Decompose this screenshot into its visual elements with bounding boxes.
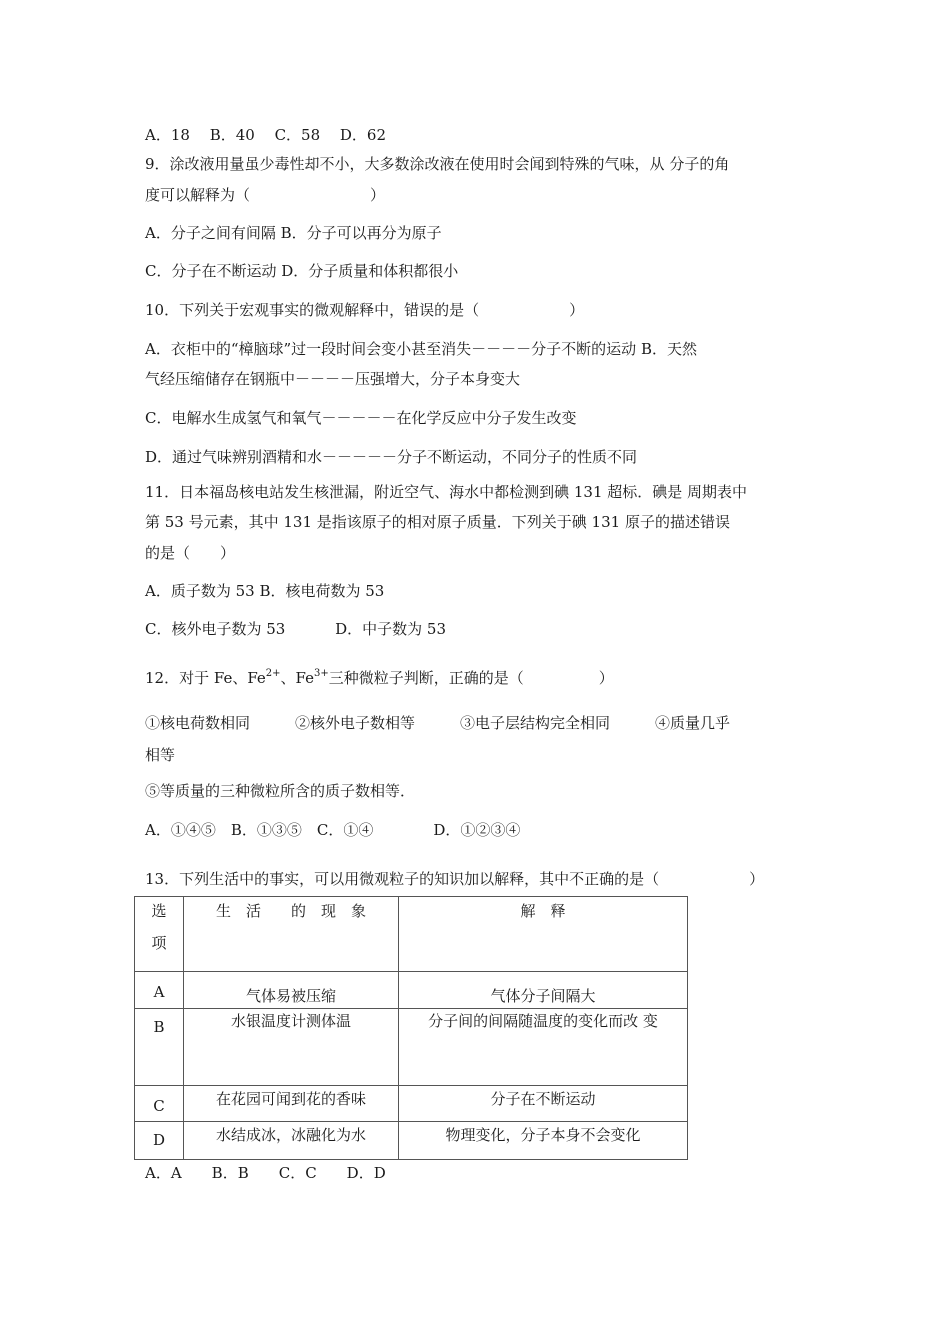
q13-table (134, 896, 688, 1160)
line-q11-options-ab: A．质子数为 53 B．核电荷数为 53 (145, 582, 385, 600)
line-q9-stem-1: 9．涂改液用量虽少毒性却不小，大多数涂改液在使用时会闻到特殊的气味，从 分子的角 (145, 155, 730, 173)
row-d-explanation: 物理变化，分子本身不会变化 (399, 1122, 688, 1160)
row-d-option: D (135, 1122, 184, 1160)
row-a-explanation: 气体分子间隔大 (399, 972, 688, 1009)
q12-prefix: 12．对于 Fe、Fe (145, 669, 266, 687)
q12-charge-3: 3+ (314, 668, 329, 679)
row-a-option: A (135, 972, 184, 1009)
header-phenomenon: 生 活 的 现 象 (184, 897, 399, 972)
line-q13-options: A．A B．B C．C D．D (145, 1164, 386, 1182)
line-q9-options-cd: C．分子在不断运动 D．分子质量和体积都很小 (145, 262, 459, 280)
q12-charge-2: 2+ (265, 668, 281, 679)
row-d-phenomenon: 水结成冰，冰融化为水 (184, 1122, 399, 1160)
line-q10-option-c: C．电解水生成氢气和氧气－－－－－在化学反应中分子发生改变 (145, 409, 577, 427)
line-q12-statements: ①核电荷数相同 ②核外电子数相等 ③电子层结构完全相同 ④质量几乎 (145, 714, 731, 732)
q12-suffix: 三种微粒子判断，正确的是（ ） (328, 669, 614, 687)
line-q11-options-cd: C．核外电子数为 53 D．中子数为 53 (145, 620, 446, 638)
line-q10-option-d: D．通过气味辨别酒精和水－－－－－分子不断运动，不同分子的性质不同 (145, 448, 638, 466)
row-b-option: B (135, 1009, 184, 1086)
line-q12-statements-cont: 相等 (145, 746, 176, 764)
line-q11-stem-1: 11．日本福岛核电站发生核泄漏，附近空气、海水中都检测到碘 131 超标．碘是 周期表中 (145, 483, 748, 501)
row-a-phenomenon: 气体易被压缩 (184, 972, 399, 1009)
table-row (135, 1009, 688, 1086)
line-q12-stem (145, 668, 614, 688)
table-row (135, 1086, 688, 1122)
line-q10-option-a: A．衣柜中的“樟脑球”过一段时间会变小甚至消失－－－－分子不断的运动 B．天然 (145, 340, 697, 358)
header-option: 选 项 (135, 897, 184, 972)
line-q13-stem: 13．下列生活中的事实，可以用微观粒子的知识加以解释，其中不正确的是（ ） (145, 870, 765, 888)
header-explanation: 解 释 (399, 897, 688, 972)
row-c-phenomenon: 在花园可闻到花的香味 (184, 1086, 399, 1122)
row-b-phenomenon: 水银温度计测体温 (184, 1009, 399, 1086)
line-q8-options: A．18 B．40 C．58 D．62 (145, 126, 387, 144)
line-q10-option-b: 气经压缩储存在钢瓶中－－－－压强增大，分子本身变大 (145, 370, 521, 388)
table-row (135, 972, 688, 1009)
line-q11-stem-3: 的是（ ） (145, 544, 236, 562)
line-q10-stem: 10．下列关于宏观事实的微观解释中，错误的是（ ） (145, 301, 585, 319)
line-q9-stem-2: 度可以解释为（ ） (145, 186, 386, 204)
row-c-explanation: 分子在不断运动 (399, 1086, 688, 1122)
line-q12-options: A．①④⑤ B．①③⑤ C．①④ D．①②③④ (145, 821, 521, 839)
table-row (135, 1122, 688, 1160)
row-c-option: C (135, 1086, 184, 1122)
row-b-explanation: 分子间的间隔随温度的变化而改 变 (399, 1009, 688, 1086)
line-q11-stem-2: 第 53 号元素，其中 131 是指该原子的相对原子质量．下列关于碘 131 原子的描述错误 (145, 513, 730, 531)
line-q9-options-ab: A．分子之间有间隔 B．分子可以再分为原子 (145, 224, 442, 242)
table-header-row (135, 897, 688, 972)
q12-mid: 、Fe (280, 669, 315, 687)
line-q12-statement-5: ⑤等质量的三种微粒所含的质子数相等． (145, 782, 416, 800)
